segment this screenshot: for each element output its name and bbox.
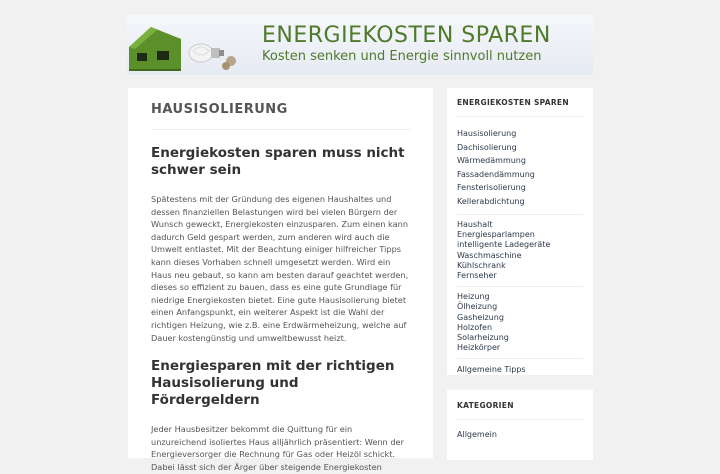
widget-title: KATEGORIEN [457, 390, 583, 420]
main-content [128, 88, 433, 472]
sidebar-link[interactable]: Solarheizung [457, 333, 509, 343]
sidebar-link[interactable]: Fassadendämmung [457, 169, 535, 179]
energy-saving-bulb-icon [185, 37, 237, 71]
sidebar-link[interactable]: Wärmedämmung [457, 156, 526, 165]
sidebar-link[interactable]: Heizung [457, 292, 490, 302]
category-link[interactable]: Allgemein [457, 430, 497, 439]
sidebar-link[interactable]: Allgemeine Tipps [457, 365, 526, 375]
sidebar-widget-energiekosten [447, 88, 593, 375]
sidebar-link[interactable]: Energiesparlampen [457, 230, 535, 240]
sidebar-link[interactable]: Waschmaschine [457, 250, 522, 260]
link-group-allgemein [457, 359, 583, 379]
link-group-isolierung [457, 117, 583, 215]
link-group-heizung [457, 287, 583, 359]
sidebar-link[interactable]: Fernseher [457, 271, 497, 281]
sidebar-link[interactable]: Holzofen [457, 322, 493, 332]
section-heading: Energiesparen mit der richtigen Hausisolierung und Fördergeldern [151, 358, 395, 409]
sidebar-link[interactable]: Dachisolierung [457, 142, 517, 152]
sidebar-link[interactable]: Kellerabdichtung [457, 196, 525, 206]
sidebar-link[interactable]: Kühlschrank [457, 260, 506, 270]
section-paragraph: Spätestens mit der Gründung des eigenen Haushaltes und dessen finanziellen Belastungen wird bei vielen Bürgern der Wunsch geweckt, Energiekosten einzusparen. Zum einen kann dadurch Geld gespart werden, zum anderen wird auch die Umwelt entlastet. Mit der Beachtung einiger hilfreicher Tipps kann dieses Vorhaben schnell umgesetzt werden. Wird ein Haus neu gebaut, so kann am besten darauf geachtet werden, dieses so effizient zu bauen, dass es eine gute Grundlage für niedrige Energiekosten bietet. Eine gute Hausisolierung bietet einen Anfangspunkt, ein weiterer Aspekt ist die Wahl der richtigen Heizung, wie z.B. eine Erdwärmeheizung, welche auf Dauer kostengünstig und umweltbewusst heizt. [151, 194, 409, 343]
sidebar-link[interactable]: Hausisolierung [457, 129, 517, 138]
sidebar-link[interactable]: Fensterisolierung [457, 183, 526, 192]
widget-title: ENERGIEKOSTEN SPAREN [457, 88, 583, 117]
sidebar-link[interactable]: Haushalt [457, 220, 493, 229]
section-heading: Energiekosten sparen muss nicht schwer sein [151, 145, 405, 178]
sidebar-link[interactable]: Heizkörper [457, 343, 501, 353]
sidebar-widget-kategorien [447, 390, 593, 460]
sidebar-link[interactable]: Ölheizung [457, 302, 498, 312]
sidebar-link[interactable]: Gasheizung [457, 312, 504, 322]
site-title[interactable]: ENERGIEKOSTEN SPAREN [262, 23, 551, 48]
link-group-haushalt [457, 215, 583, 287]
sidebar-link[interactable]: intelligente Ladegeräte [457, 240, 551, 250]
section-paragraph: Jeder Hausbesitzer bekommt die Quittung für ein unzureichend isoliertes Haus alljährlich präsentiert: Wenn der Energieversorger die Rechnung für Gas oder Heizöl schickt. Dabei lässt sich der Ärger über steigende Energiekosten [151, 424, 404, 472]
header-banner[interactable] [127, 15, 593, 75]
green-house-logo [127, 25, 183, 71]
site-tagline: Kosten senken und Energie sinnvoll nutzen [262, 49, 542, 64]
page-title: HAUSISOLIERUNG [151, 102, 410, 130]
